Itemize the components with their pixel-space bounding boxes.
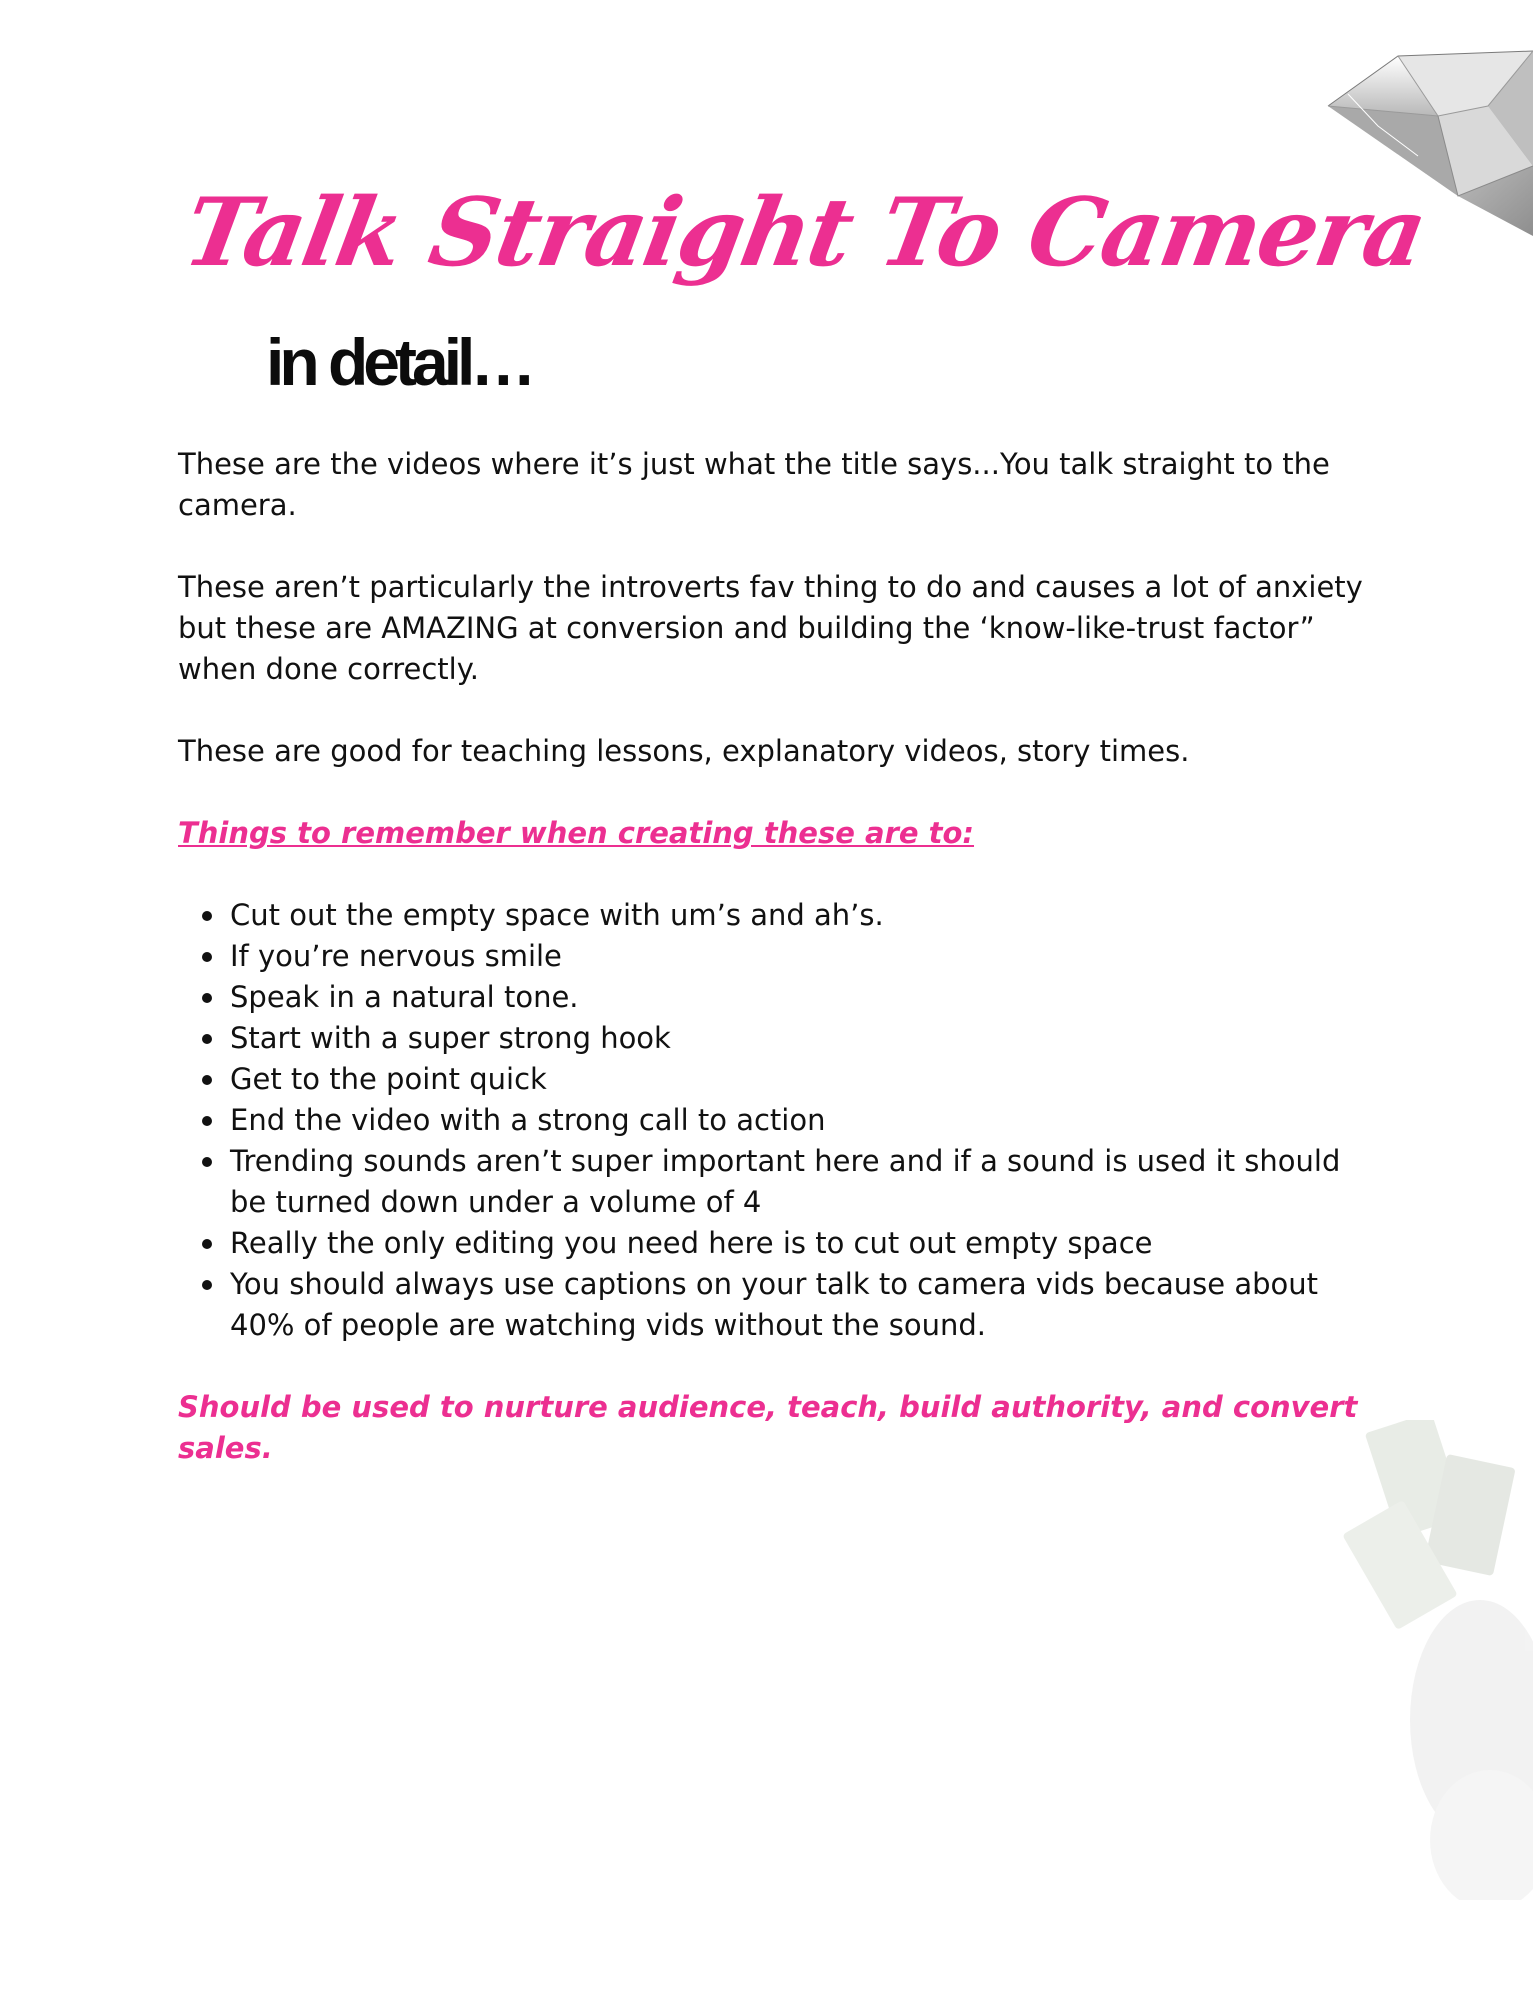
- closing-statement: Should be used to nurture audience, teach, build authority, and convert sales.: [178, 1390, 1358, 1465]
- list-item: Get to the point quick: [230, 1059, 1378, 1100]
- list-item: Trending sounds aren’t super important here and if a sound is used it should be turned down under a volume of 4: [230, 1141, 1378, 1223]
- page-subtitle: in detail…: [266, 325, 532, 399]
- list-item: Really the only editing you need here is to cut out empty space: [230, 1223, 1378, 1264]
- list-item: Start with a super strong hook: [230, 1018, 1378, 1059]
- list-item: End the video with a strong call to action: [230, 1100, 1378, 1141]
- content-body: [178, 444, 1378, 1510]
- list-item: Speak in a natural tone.: [230, 977, 1378, 1018]
- list-item: Cut out the empty space with um’s and ah’s.: [230, 895, 1378, 936]
- tips-heading: Things to remember when creating these are to:: [178, 816, 975, 850]
- page-title: Talk Straight To Camera: [176, 178, 1433, 288]
- list-item: You should always use captions on your talk to camera vids because about 40% of people are watching vids without the sound.: [230, 1264, 1378, 1346]
- list-item: If you’re nervous smile: [230, 936, 1378, 977]
- use-cases-paragraph: These are good for teaching lessons, explanatory videos, story times.: [178, 734, 1190, 768]
- tips-list: [178, 895, 1378, 1346]
- intro-paragraph: These are the videos where it’s just what the title says...You talk straight to the camera.: [178, 447, 1330, 522]
- anxiety-paragraph: These aren’t particularly the introverts fav thing to do and causes a lot of anxiety but these are AMAZING at conversion and building the ‘know-like-trust factor” when done correctly.: [178, 570, 1363, 686]
